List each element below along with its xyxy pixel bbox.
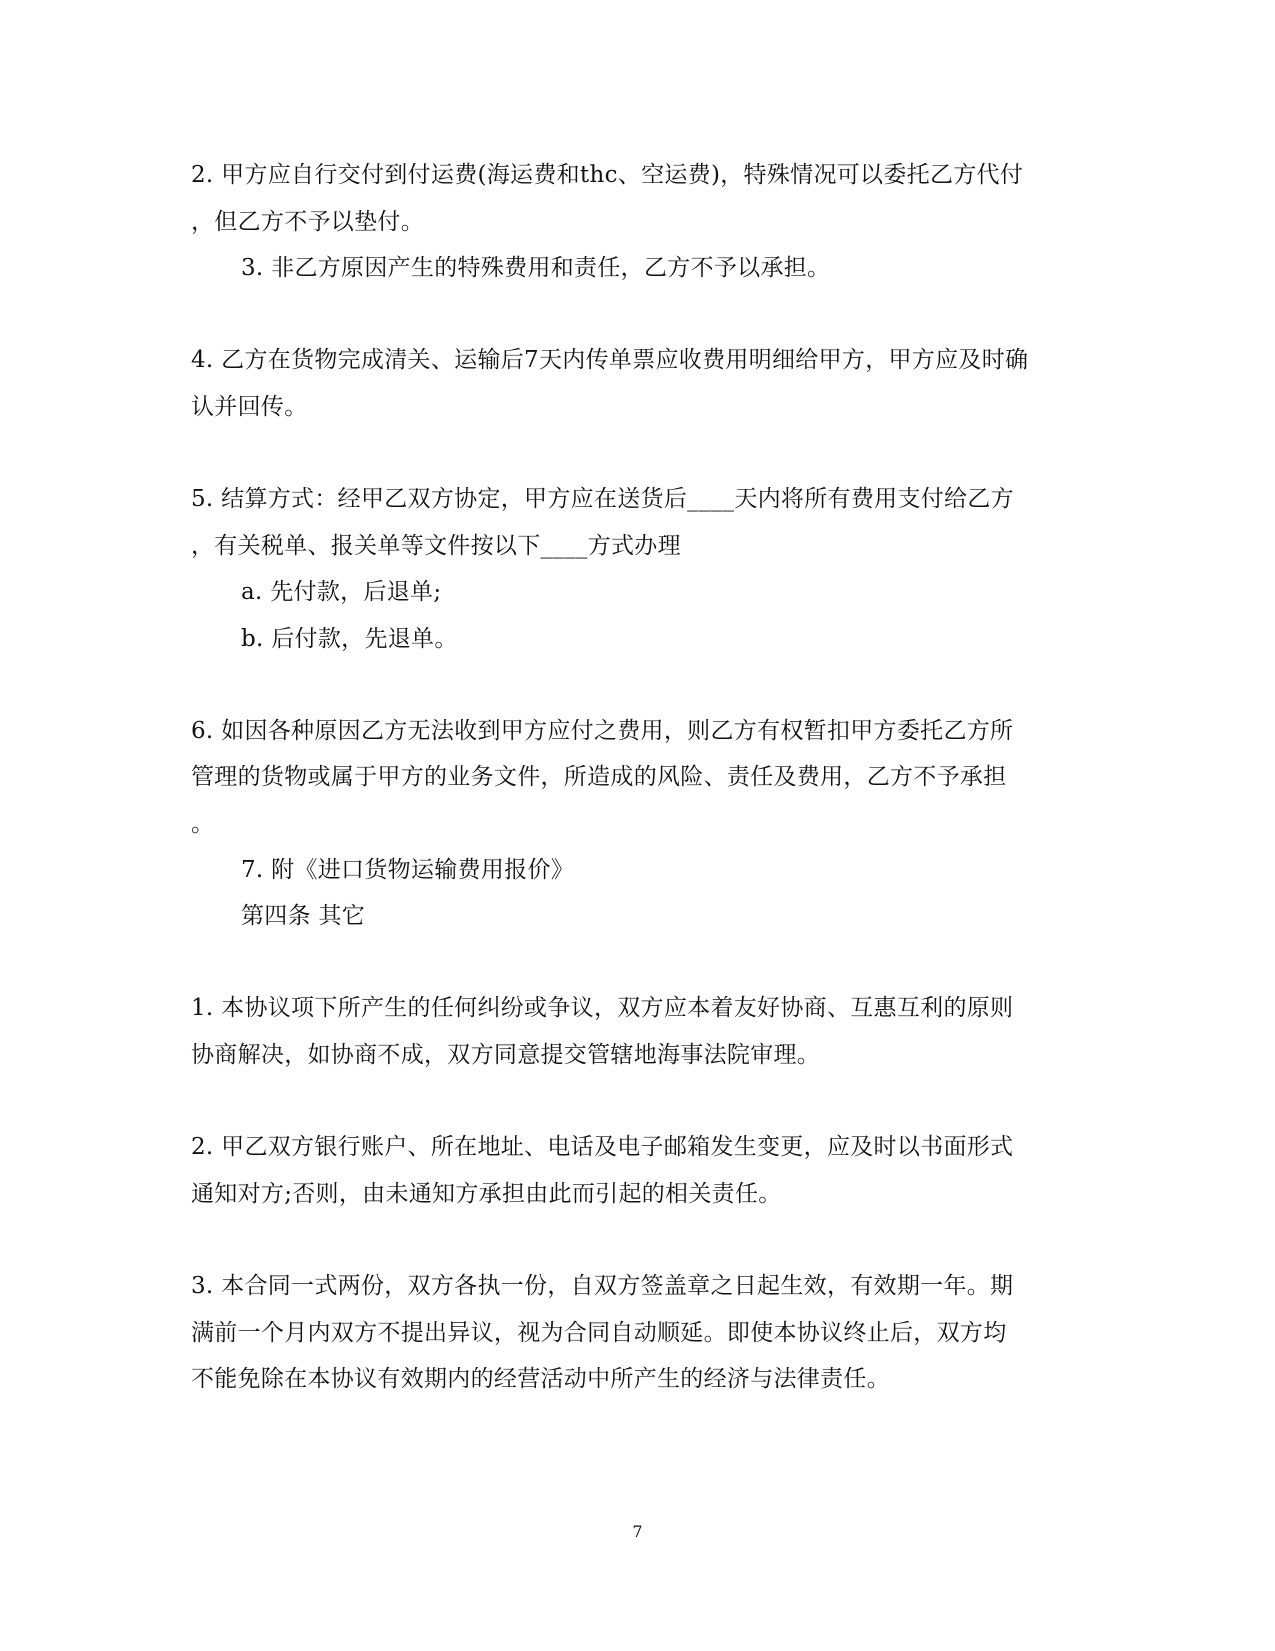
clause-5-option-a: a. 先付款，后退单; [241, 579, 442, 605]
clause-2-line-2: ，但乙方不予以垫付。 [191, 209, 424, 235]
article-4-clause-2-line-1: 2. 甲乙双方银行账户、所在地址、电话及电子邮箱发生变更，应及时以书面形式 [191, 1134, 1014, 1160]
clause-4-line-2: 认并回传。 [191, 394, 308, 420]
clause-4-line-1: 4. 乙方在货物完成清关、运输后7天内传单票应收费用明细给甲方，甲方应及时确 [191, 347, 1029, 373]
clause-6-line-1: 6. 如因各种原因乙方无法收到甲方应付之费用，则乙方有权暂扣甲方委托乙方所 [191, 718, 1014, 744]
article-4-clause-1-line-1: 1. 本协议项下所产生的任何纠纷或争议，双方应本着友好协商、互惠互利的原则 [191, 995, 1014, 1021]
clause-3-line-1: 3. 非乙方原因产生的特殊费用和责任，乙方不予以承担。 [241, 255, 831, 281]
clause-5-option-b: b. 后付款，先退单。 [241, 626, 458, 652]
clause-2-line-1: 2. 甲方应自行交付到付运费(海运费和thc、空运费)，特殊情况可以委托乙方代付 [191, 162, 1024, 188]
article-4-heading: 第四条 其它 [241, 903, 366, 929]
clause-6-line-3: 。 [191, 811, 215, 837]
article-4-clause-3-line-1: 3. 本合同一式两份，双方各执一份，自双方签盖章之日起生效，有效期一年。期 [191, 1273, 1014, 1299]
article-4-clause-2-line-2: 通知对方;否则，由未通知方承担由此而引起的相关责任。 [191, 1181, 782, 1207]
clause-5-line-2: ，有关税单、报关单等文件按以下____方式办理 [191, 533, 681, 559]
article-4-clause-3-line-2: 满前一个月内双方不提出异议，视为合同自动顺延。即使本协议终止后，双方均 [191, 1320, 1007, 1346]
clause-6-line-2: 管理的货物或属于甲方的业务文件，所造成的风险、责任及费用，乙方不予承担 [191, 764, 1007, 790]
clause-7-line-1: 7. 附《进口货物运输费用报价》 [241, 857, 575, 883]
clause-5-line-1: 5. 结算方式：经甲乙双方协定，甲方应在送货后____天内将所有费用支付给乙方 [191, 486, 1014, 512]
article-4-clause-3-line-3: 不能免除在本协议有效期内的经营活动中所产生的经济与法律责任。 [191, 1366, 890, 1392]
page-number: 7 [632, 1522, 643, 1541]
article-4-clause-1-line-2: 协商解决，如协商不成，双方同意提交管辖地海事法院审理。 [191, 1042, 821, 1068]
